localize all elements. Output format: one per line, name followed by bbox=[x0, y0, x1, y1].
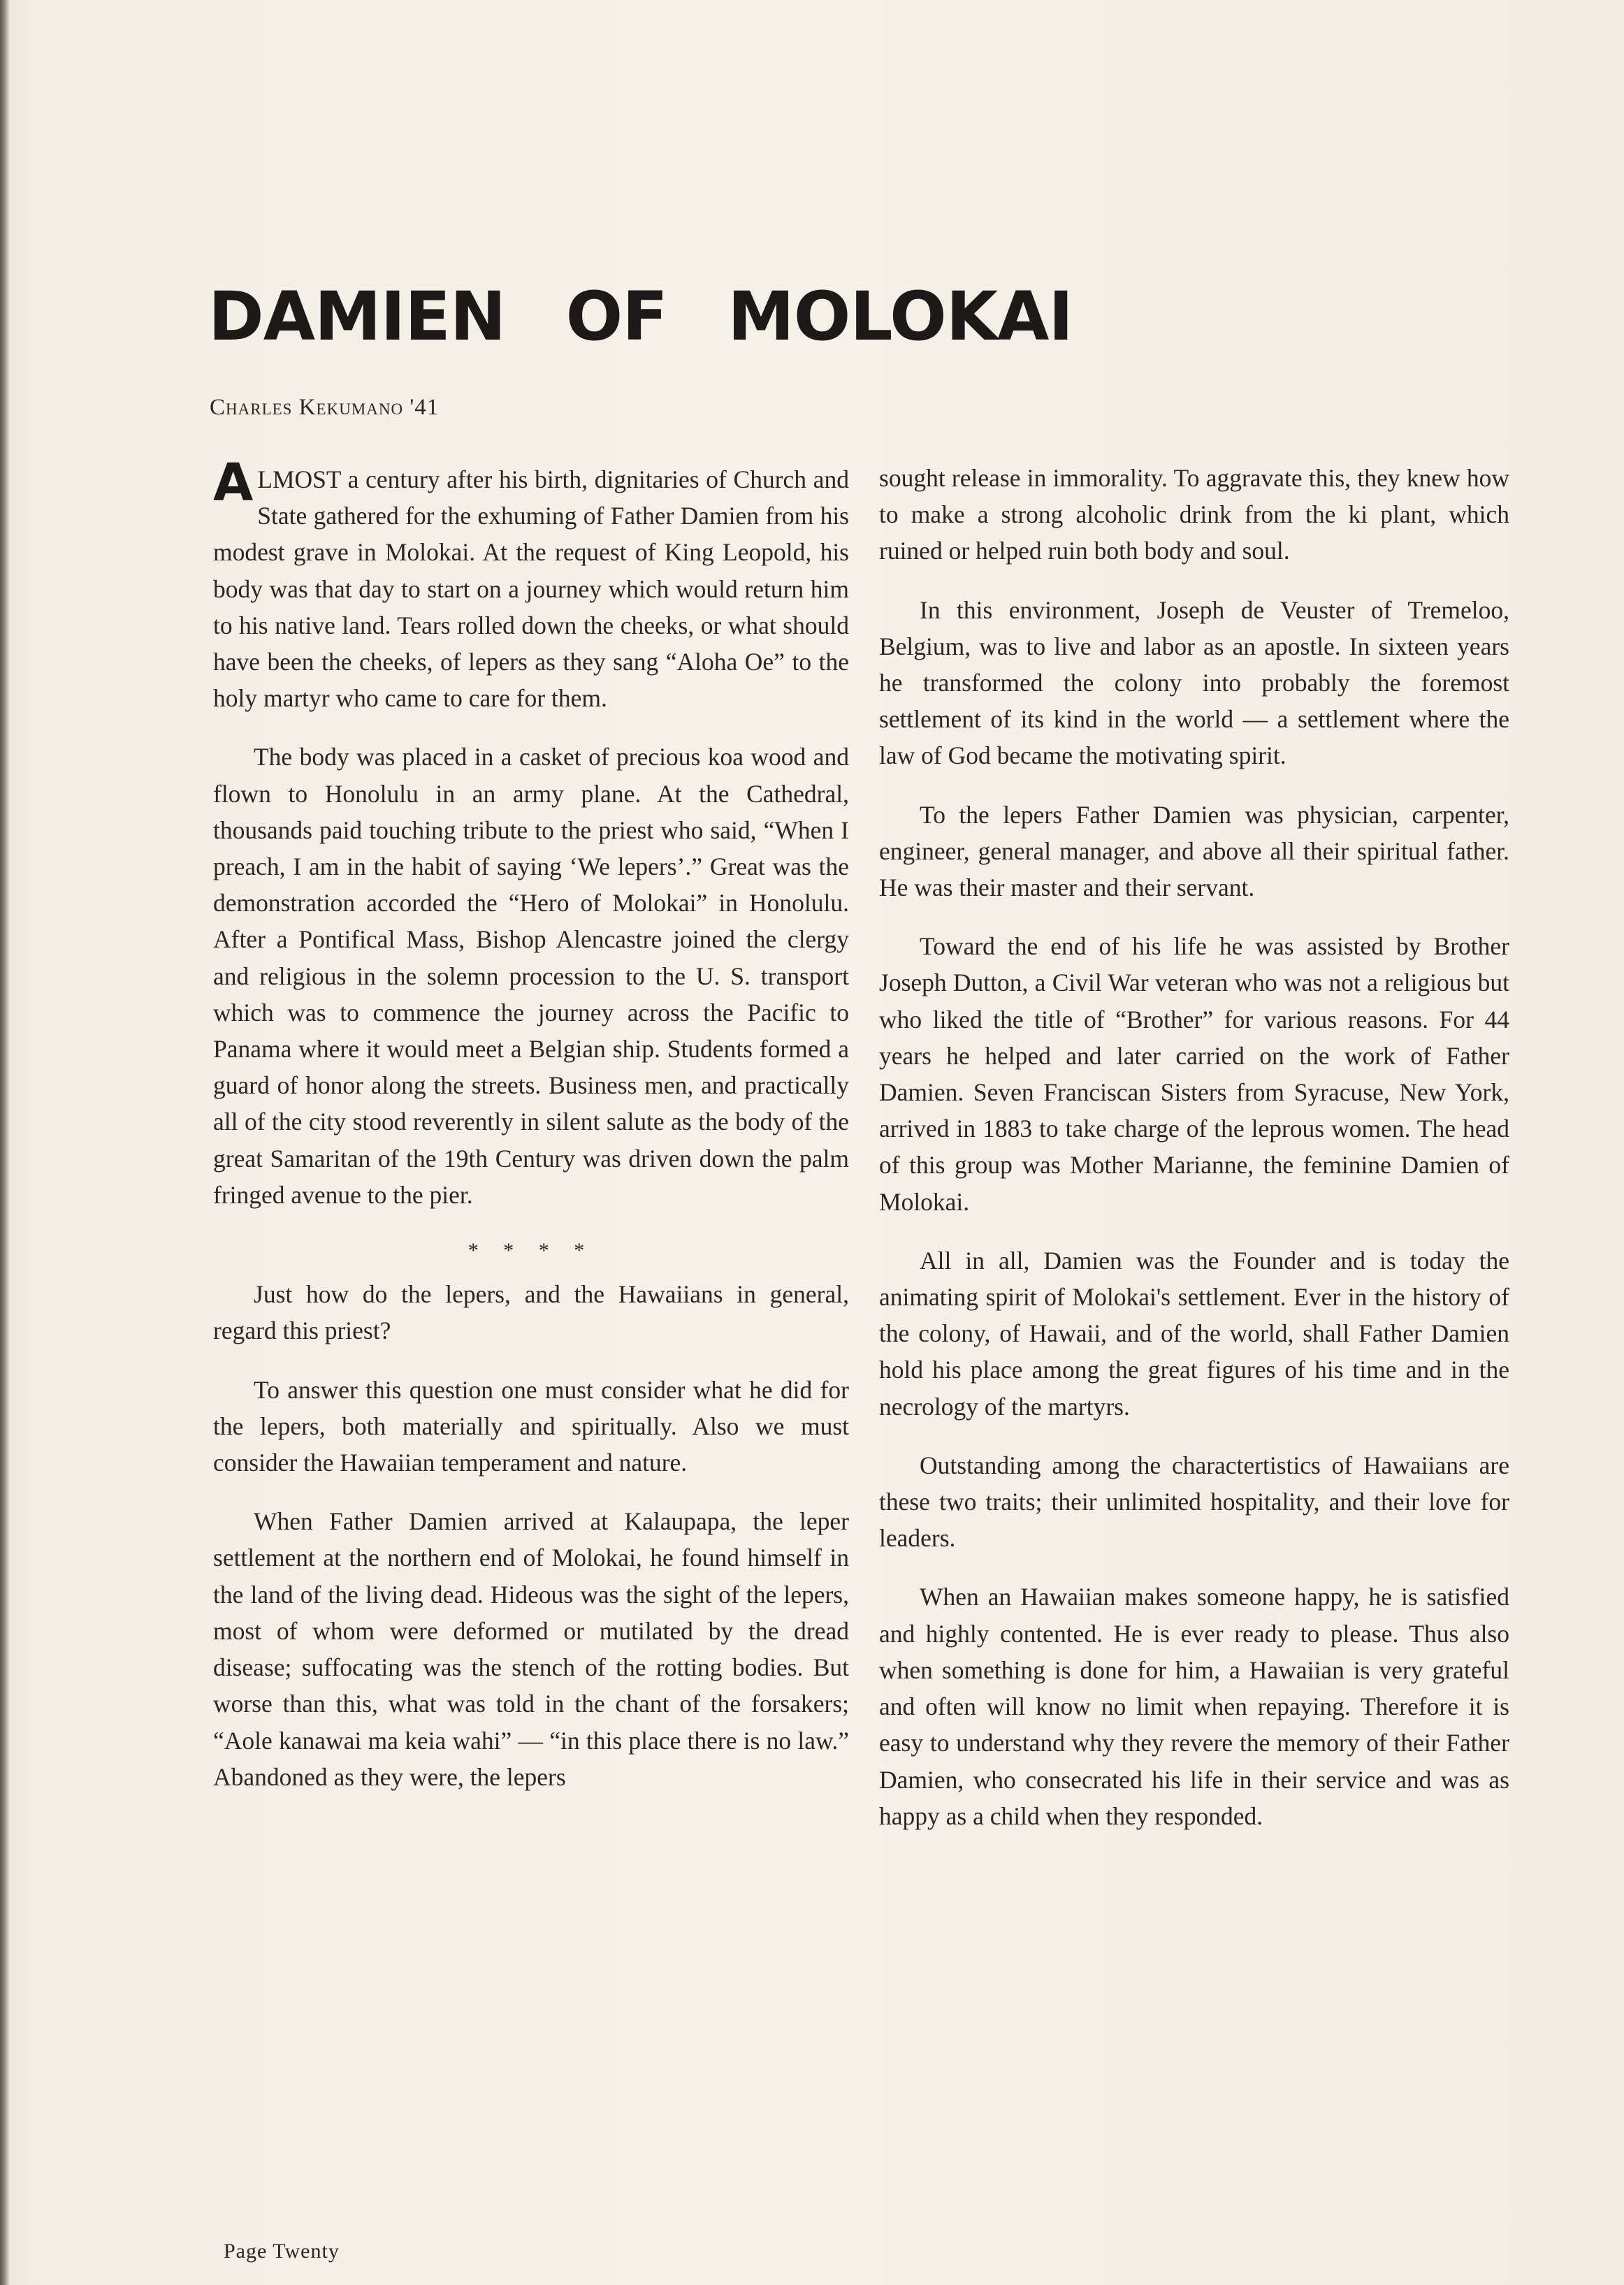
paragraph-answer-intro: To answer this question one must consider what he did for the lepers, both materially and spiritually. Also we must consider the Hawaiian temperament and nature. bbox=[213, 1375, 849, 1477]
paragraph-kalaupapa: When Father Damien arrived at Kalaupapa, the leper settlement at the northern end of Molokai, he found himself in the land of the living dead. Hideous was the sight of the lepers, most of whom were deformed or mutilated by the dread disease; suffocating was the stench of the rotting bodies. But worse than this, what was told in the chant of the forsakers; “Aole kanawai ma keia wahi” — “in this place there is no law.” Abandoned as they were, the lepers bbox=[213, 1507, 849, 1791]
paragraph-traits: Outstanding among the charactertistics of Hawaiians are these two traits; their unlimited hospitality, and their love for leaders. bbox=[879, 1451, 1509, 1553]
article-byline: Charles Kekumano '41 bbox=[210, 395, 440, 420]
article-title: DAMIEN OF MOLOKAI bbox=[208, 277, 1073, 356]
paragraph-continuation: sought release in immorality. To aggravate this, they knew how to make a strong alcoholic drink from the ki plant, which ruined or helped ruin both body and soul. bbox=[879, 464, 1509, 565]
paragraph-environment: In this environment, Joseph de Veuster of Tremeloo, Belgium, was to live and labor as an apostle. In sixteen years he transformed the colony into probably the foremost settlement of its kind in the world — a settlement where the law of God became the motivating spirit. bbox=[879, 595, 1509, 770]
right-text-column bbox=[879, 460, 1509, 1857]
paragraph-roles: To the lepers Father Damien was physician, carpenter, engineer, general manager, and above all their spiritual father. He was their master and their servant. bbox=[879, 800, 1509, 902]
section-separator: * * * * bbox=[467, 1239, 595, 1263]
opening-paragraph-text: LMOST a century after his birth, dignitaries of Church and State gathered for the exhuming of Father Damien from his modest grave in Molokai. At the request of King Leopold, his body was that day to start on a journey which would return him to his native land. Tears rolled down the cheeks, or what should have been the cheeks, of lepers as they sang “Aloha Oe” to the holy martyr who came to care for them. bbox=[213, 465, 849, 713]
paragraph-body-journey: The body was placed in a casket of precious koa wood and flown to Honolulu in an army plane. At the Cathedral, thousands paid touching tribute to the priest who said, “When I preach, I am in the habit of saying ‘We lepers’.” Great was the demonstration accorded the “Hero of Molokai” in Honolulu. After a Pontifical Mass, Bishop Alencastre joined the clergy and religious in the solemn procession to the U. S. transport which was to commence the journey across the Pacific to Panama where it would meet a Belgian ship. Students formed a guard of honor along the streets. Business men, and practically all of the city stood reverently in silent salute as the body of the great Samaritan of the 19th Century was driven down the palm fringed avenue to the pier. bbox=[213, 743, 849, 1209]
paragraph-gratitude: When an Hawaiian makes someone happy, he is satisfied and highly contented. He is ever ready to please. Thus also when something is done for him, a Hawaiian is very grateful and often will know no limit when repaying. Therefore it is easy to understand why they revere the memory of their Father Damien, who consecrated his life in their service and was as happy as a child when they responded. bbox=[879, 1583, 1509, 1830]
left-text-column bbox=[213, 453, 849, 1818]
paragraph-question: Just how do the lepers, and the Hawaiians in general, regard this priest? bbox=[213, 1280, 849, 1345]
page-number-footer: Page Twenty bbox=[224, 2240, 340, 2263]
paragraph-opening bbox=[213, 453, 849, 716]
paragraph-founder: All in all, Damien was the Founder and is today the animating spirit of Molokai's settlement. Ever in the history of the colony, of Hawaii, and of the world, shall Father Damien hold his place among the great figures of his time and in the necrology of the martyrs. bbox=[879, 1246, 1509, 1421]
drop-cap-letter: A bbox=[213, 453, 254, 513]
page-edge-shadow bbox=[0, 0, 10, 2285]
paragraph-dutton: Toward the end of his life he was assisted by Brother Joseph Dutton, a Civil War veteran who was not a religious but who liked the title of “Brother” for various reasons. For 44 years he helped and later carried on the work of Father Damien. Seven Franciscan Sisters from Syracuse, New York, arrived in 1883 to take charge of the leprous women. The head of this group was Mother Marianne, the feminine Damien of Molokai. bbox=[879, 932, 1509, 1216]
